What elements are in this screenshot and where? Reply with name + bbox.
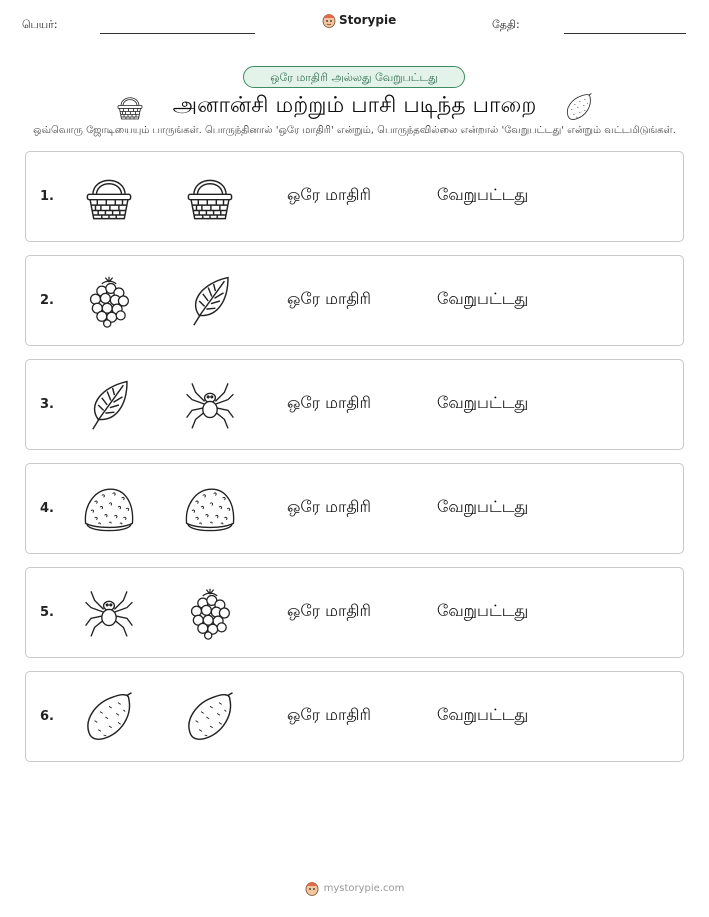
worksheet-header	[0, 0, 709, 50]
name-line[interactable]	[100, 33, 255, 34]
option-different[interactable]: வேறுபட்டது	[437, 393, 529, 412]
row-number: 6.	[40, 709, 54, 724]
spider-icon	[183, 378, 237, 432]
potato-icon	[183, 690, 237, 744]
option-different[interactable]: வேறுபட்டது	[437, 497, 529, 516]
date-line[interactable]	[564, 33, 686, 34]
spider-icon	[82, 586, 136, 640]
brand-name: Storypie	[339, 13, 397, 27]
option-different[interactable]: வேறுபட்டது	[437, 185, 529, 204]
storypie-mascot-icon	[322, 12, 336, 28]
option-different[interactable]: வேறுபட்டது	[437, 705, 529, 724]
worksheet-type-badge: ஒரே மாதிரி அல்லது வேறுபட்டது	[243, 66, 465, 88]
option-different[interactable]: வேறுபட்டது	[437, 289, 529, 308]
exercise-row	[25, 255, 684, 346]
page-title: அனான்சி மற்றும் பாசி படிந்த பாறை	[172, 93, 537, 118]
row-number: 3.	[40, 397, 54, 412]
row-number: 1.	[40, 189, 54, 204]
instructions-row	[0, 125, 709, 141]
brand-logo	[322, 12, 396, 28]
option-same[interactable]: ஒரே மாதிரி	[287, 393, 371, 412]
row-number: 4.	[40, 501, 54, 516]
option-same[interactable]: ஒரே மாதிரி	[287, 497, 371, 516]
basket-icon	[115, 92, 145, 122]
footer-url[interactable]: mystorypie.com	[323, 882, 405, 894]
option-different[interactable]: வேறுபட்டது	[437, 601, 529, 620]
option-same[interactable]: ஒரே மாதிரி	[287, 289, 371, 308]
exercise-row	[25, 151, 684, 242]
leaf-icon	[183, 274, 237, 328]
leaf-icon	[82, 378, 136, 432]
row-number: 5.	[40, 605, 54, 620]
raspberry-icon	[183, 586, 237, 640]
potato-icon	[564, 92, 594, 122]
exercise-row	[25, 359, 684, 450]
row-number: 2.	[40, 293, 54, 308]
exercise-row	[25, 463, 684, 554]
basket-icon	[183, 170, 237, 224]
footer	[0, 878, 709, 898]
name-label: பெயர்:	[22, 18, 58, 31]
option-same[interactable]: ஒரே மாதிரி	[287, 601, 371, 620]
mossy-rock-icon	[82, 482, 136, 536]
potato-icon	[82, 690, 136, 744]
storypie-mascot-icon	[305, 880, 319, 896]
date-label: தேதி:	[492, 18, 520, 31]
raspberry-icon	[82, 274, 136, 328]
instructions: ஒவ்வொரு ஜோடியையும் பாருங்கள். பொருந்தினால் 'ஒரே மாதிரி' என்றும், பொருந்தவில்லை என்றால் 'வேறுபட்டது' என்றும் வட்டமிடுங்கள்.	[33, 125, 676, 136]
basket-icon	[82, 170, 136, 224]
option-same[interactable]: ஒரே மாதிரி	[287, 705, 371, 724]
title-row	[0, 90, 709, 124]
exercise-row	[25, 671, 684, 762]
mossy-rock-icon	[183, 482, 237, 536]
exercise-row	[25, 567, 684, 658]
option-same[interactable]: ஒரே மாதிரி	[287, 185, 371, 204]
